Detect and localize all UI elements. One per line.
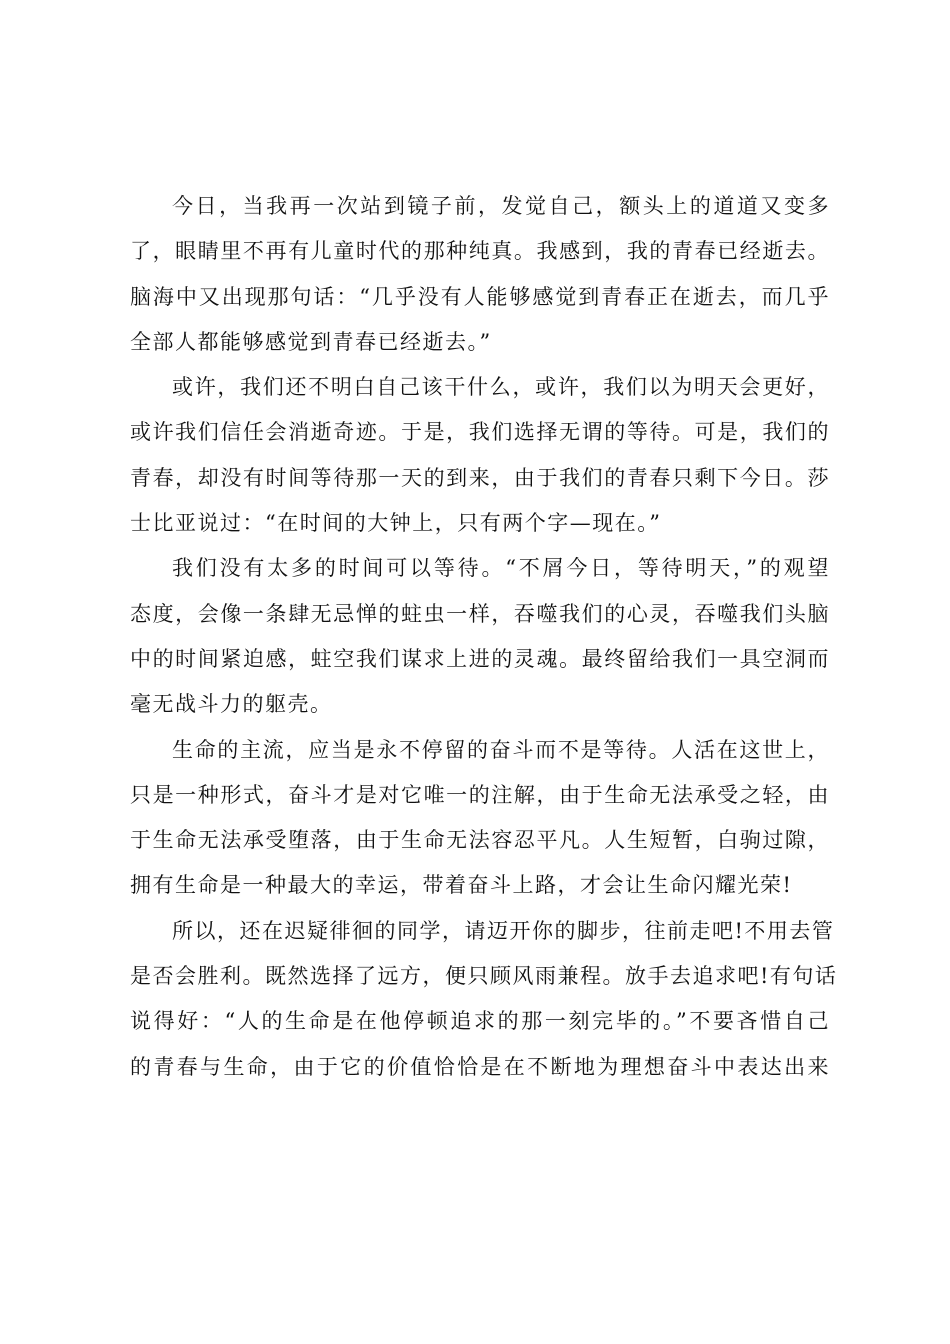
text-line: 今日，当我再一次站到镜子前，发觉自己，额头上的道道又变多 <box>172 194 830 218</box>
text-line: 士比亚说过：“在时间的大钟上，只有两个字—现在。” <box>130 511 662 536</box>
text-line: 或许我们信任会消逝奇迹。于是，我们选择无谓的等待。可是，我们的 <box>130 420 830 445</box>
text-line: 毫无战斗力的躯壳。 <box>130 692 333 717</box>
text-line: 于生命无法承受堕落，由于生命无法容忍平凡。人生短暂，白驹过隙， <box>130 828 830 853</box>
paragraph-5 <box>130 909 838 1090</box>
paragraph-2 <box>130 365 830 546</box>
article-body <box>130 184 838 1090</box>
text-line: 或许，我们还不明白自己该干什么，或许，我们以为明天会更好， <box>172 375 830 400</box>
text-line: 了，眼睛里不再有儿童时代的那种纯真。我感到，我的青春已经逝去。 <box>130 239 830 264</box>
text-line: 拥有生命是一种最大的幸运，带着奋斗上路，才会让生命闪耀光荣! <box>130 873 793 898</box>
text-line: 所以，还在迟疑徘徊的同学，请迈开你的脚步，往前走吧!不用去管 <box>172 918 835 943</box>
text-line: 脑海中又出现那句话：“几乎没有人能够感觉到青春正在逝去，而几乎 <box>130 284 830 309</box>
text-line: 是否会胜利。既然选择了远方，便只顾风雨兼程。放手去追求吧!有句话 <box>130 964 838 989</box>
text-line: 说得好：“人的生命是在他停顿追求的那一刻完毕的。”不要吝惜自己 <box>130 1009 830 1034</box>
text-line: 青春，却没有时间等待那一天的到来，由于我们的青春只剩下今日。莎 <box>130 465 830 490</box>
paragraph-3 <box>130 546 830 727</box>
paragraph-1 <box>130 184 830 365</box>
text-line: 中的时间紧迫感，蛀空我们谋求上进的灵魂。最终留给我们一具空洞而 <box>130 646 830 671</box>
text-line: 我们没有太多的时间可以等待。“不屑今日，等待明天，”的观望 <box>172 556 830 581</box>
text-line: 的青春与生命，由于它的价值恰恰是在不断地为理想奋斗中表达出来 <box>130 1054 830 1079</box>
text-line: 生命的主流，应当是永不停留的奋斗而不是等待。人活在这世上， <box>172 737 830 762</box>
paragraph-4 <box>130 728 830 909</box>
text-line: 全部人都能够感觉到青春已经逝去。” <box>130 329 492 354</box>
text-line: 态度，会像一条肆无忌惮的蛀虫一样，吞噬我们的心灵，吞噬我们头脑 <box>130 601 830 626</box>
text-line: 只是一种形式，奋斗才是对它唯一的注解，由于生命无法承受之轻，由 <box>130 782 830 807</box>
